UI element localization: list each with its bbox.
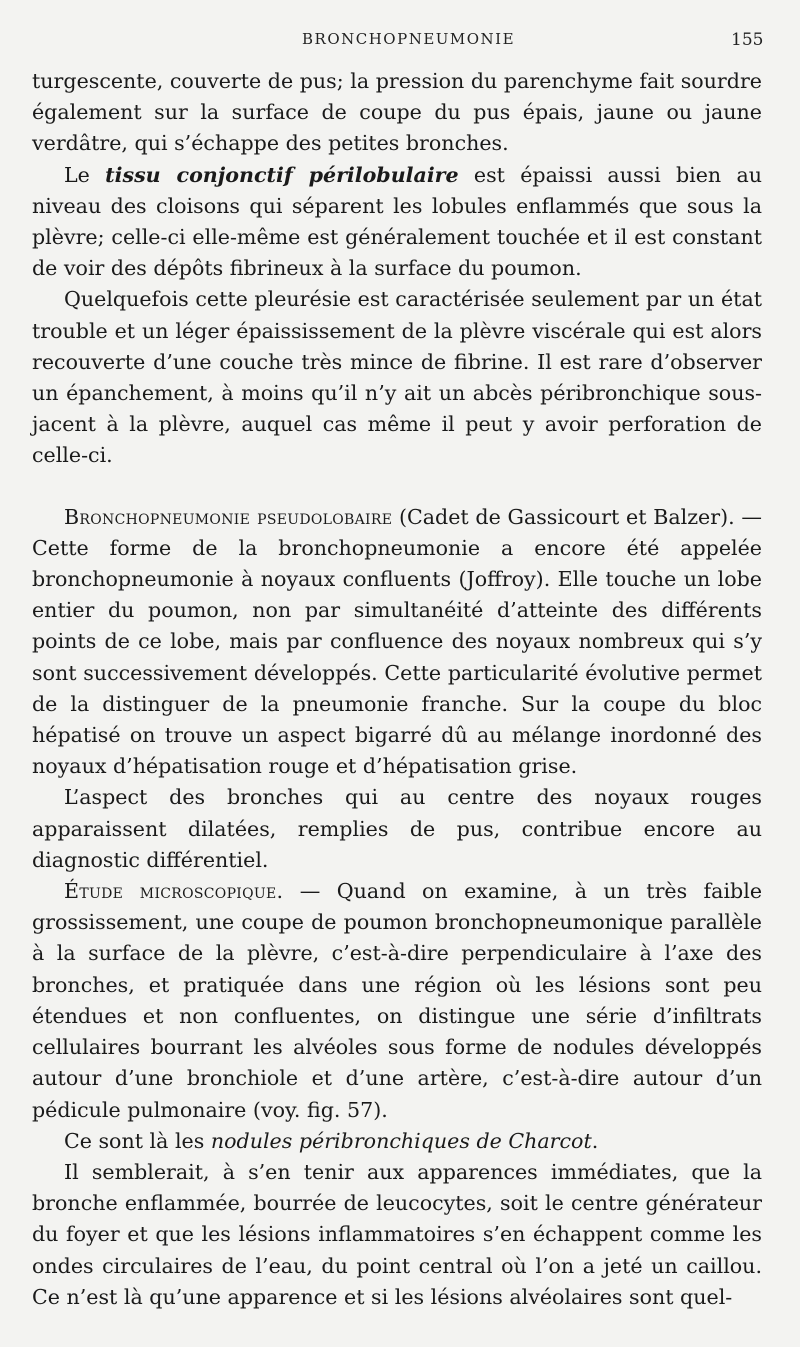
section-heading: Étude microscopique. (64, 879, 284, 904)
body-text (32, 66, 762, 1313)
emphasized-term: tissu conjonctif périlobulaire (105, 162, 459, 187)
page-number: 155 (731, 30, 764, 50)
emphasized-term: nodules péribronchiques de Charcot (210, 1128, 592, 1153)
paragraph-semblerait (32, 1157, 762, 1313)
paragraph-end: . (591, 1128, 599, 1153)
paragraph-tissu-conjonctif (32, 160, 762, 285)
paragraph-text: Il semblerait, à s’en tenir aux apparences immédiates, que la bronche enflammée, bourrée de leucocytes, soit le centre générateur du foyer et que les lésions inflammatoires s’en échappent comme les ondes circulaires de l’eau, du point central où l’on a jeté un caillou. Ce n’est là qu’une apparence et si les lésions alvéolaires sont quel- (32, 1159, 762, 1309)
paragraph-lead: Le (64, 162, 106, 187)
paragraph-pleuresie (32, 284, 762, 471)
section-heading: Bronchopneumonie pseudolobaire (64, 504, 393, 529)
paragraph-aspect-bronches (32, 782, 762, 876)
paragraph-text: (Cadet de Gassicourt et Balzer). — Cette forme de la bronchopneumonie a encore été appelée bronchopneumonie à noyaux confluents (Joffroy). Elle touche un lobe entier du poumon, non par simultanéité d’atteinte des différents points de ce lobe, mais par confluence des noyaux nombreux qui s’y sont successivement développés. Cette particularité évolutive permet de la distinguer de la pneumonie franche. Sur la coupe du bloc hépatisé on trouve un aspect bigarré dû au mélange inordonné des noyaux d’hépatisation rouge et d’hépatisation grise. (32, 504, 762, 779)
paragraph-text: Quelquefois cette pleurésie est caractérisée seulement par un état trouble et un léger épaississement de la plèvre viscérale qui est alors recouverte d’une couche très mince de fibrine. Il est rare d’observer un épanchement, à moins qu’il n’y ait un abcès péribronchique sous-jacent à la plèvre, auquel cas même il peut y avoir perforation de celle-ci. (32, 287, 762, 468)
paragraph-etude-microscopique (32, 876, 762, 1126)
paragraph-text: L’aspect des bronches qui au centre des noyaux rouges apparaissent dilatées, remplies de pus, contribue encore au diagnostic différentiel. (32, 785, 762, 872)
paragraph-pseudolobaire (32, 502, 762, 783)
paragraph-text: — Quand on examine, à un très faible grossissement, une coupe de poumon bronchopneumonique parallèle à la surface de la plèvre, c’est-à-dire perpendiculaire à l’axe des bronches, et pratiquée dans une région où les lésions sont peu étendues et non confluentes, on distingue une série d’infiltrats cellulaires bourrant les alvéoles sous forme de nodules développés autour d’une bronchiole et d’une artère, c’est-à-dire autour d’un pédicule pulmonaire (voy. fig. 57). (32, 879, 763, 1122)
paragraph-text: turgescente, couverte de pus; la pression du parenchyme fait sourdre également sur la surface de coupe du pus épais, jaune ou jaune verdâtre, qui s’échappe des petites bronches. (32, 69, 762, 156)
paragraph-text: est épaissi aussi bien au niveau des cloisons qui séparent les lobules enflammés que sous la plèvre; celle-ci elle-même est généralement touchée et il est constant de voir des dépôts fibrineux à la surface du poumon. (32, 162, 762, 281)
paragraph-nodules-charcot (32, 1126, 762, 1157)
paragraph-lead: Ce sont là les (64, 1128, 211, 1153)
running-head (0, 30, 800, 54)
running-title: BRONCHOPNEUMONIE (302, 30, 516, 48)
paragraph-continuation (32, 66, 762, 160)
